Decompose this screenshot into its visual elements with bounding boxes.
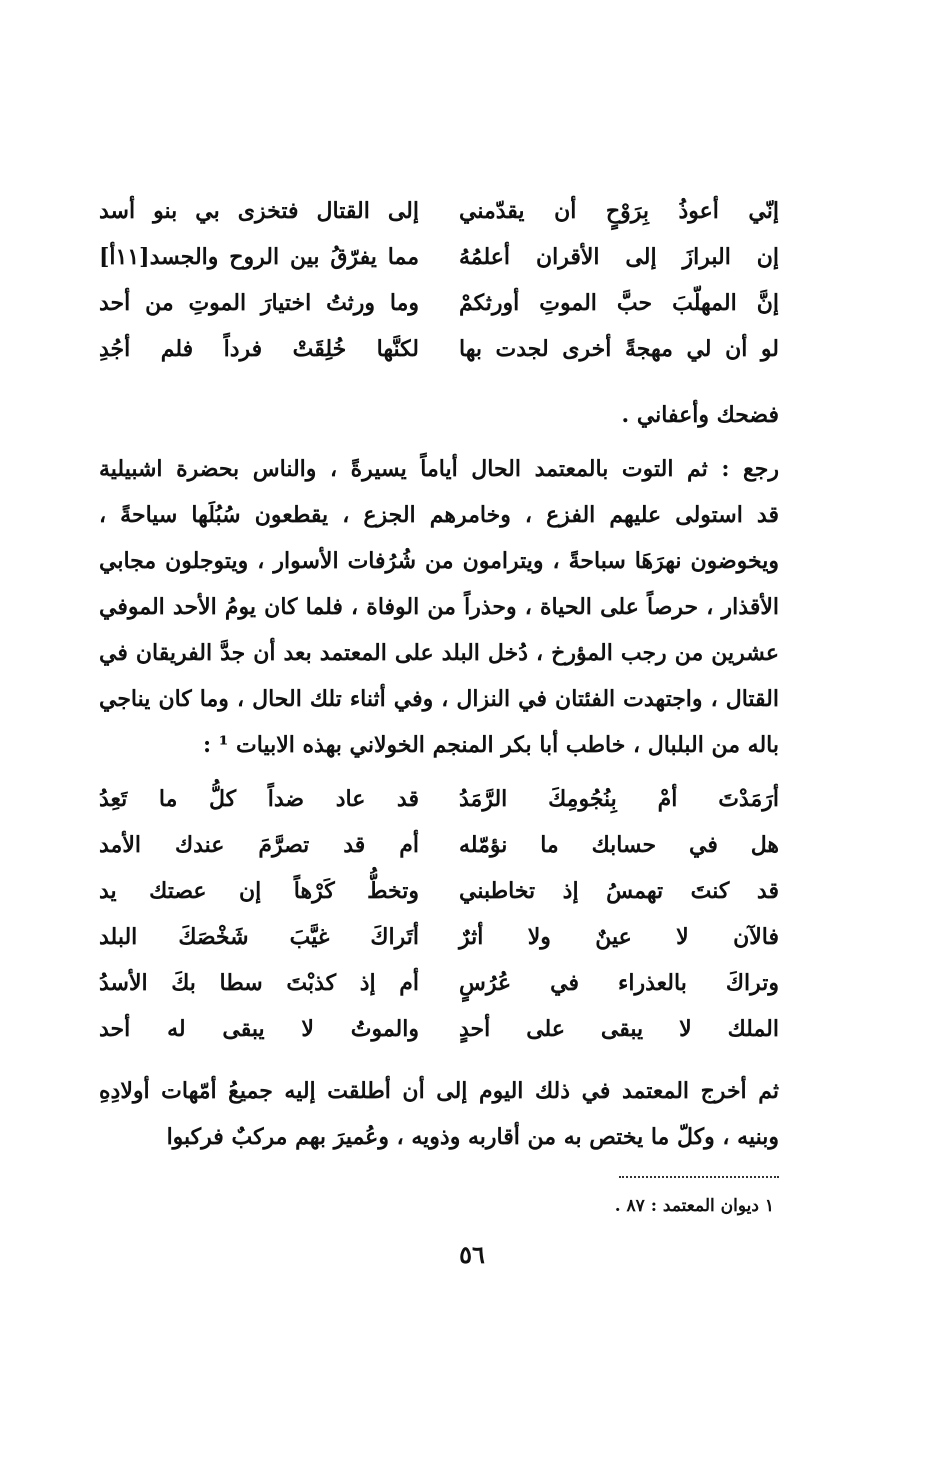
- verse-row: [99, 960, 779, 1006]
- footnote: ١ ديوان المعتمد : ٨٧ .: [614, 1196, 774, 1216]
- text-line: رجع : ثم التوت بالمعتمد الحال أياماً يسيرةً ، والناس بحضرة اشبيلية: [99, 456, 779, 482]
- first-hemistich: إنّي أعوذُ بِرَوْحٍ أن يقدّمني: [459, 198, 779, 224]
- second-hemistich: قد عاد ضداً كلُّ ما تَعِدُ: [99, 786, 419, 812]
- verse-row: [99, 326, 779, 372]
- first-hemistich: هل في حسابك ما نؤمّله: [459, 832, 779, 858]
- footnote-separator: [619, 1176, 779, 1178]
- text-line: القتال ، واجتهدت الفئتان في النزال ، وفي أثناء تلك الحال ، وما كان يناجي: [99, 686, 779, 712]
- text-line: وبنيه ، وكلّ ما يختص به من أقاربه وذويه ، وعُميرَ بهم مركبٌ فركبوا: [166, 1124, 779, 1150]
- text-line: باله من البلبال ، خاطب أبا بكر المنجم الخولاني بهذه الابيات ¹ :: [202, 732, 779, 758]
- paragraph-2: [99, 446, 779, 768]
- verse-row: [99, 1006, 779, 1052]
- second-hemistich: مما يفرّقُ بين الروح والجسد[١١أ]: [99, 244, 419, 270]
- second-hemistich: أتَراكَ غيَّبَ شَخْصَكَ البلد: [99, 924, 419, 950]
- paragraph-1: [99, 392, 779, 438]
- page-number: ٥٦: [459, 1240, 485, 1269]
- text-line: فضحك وأعفاني .: [621, 402, 779, 428]
- first-hemistich: أرَمَدْتَ أمْ بِنُجُومِكَ الرَّمَدُ: [459, 786, 779, 812]
- text-line: ويخوضون نهرَهَا سباحةً ، ويترامون من شُرُفات الأسوار ، ويتوجلون مجابي: [99, 548, 779, 574]
- text-line: قد استولى عليهم الفزع ، وخامرهم الجزع ، يقطعون سُبُلَها سياحةً ،: [99, 502, 779, 528]
- second-hemistich: وتخطُّ كَرْهاً إن عصتك يد: [99, 878, 419, 904]
- second-hemistich: لكنَّها خُلِقَتْ فرداً فلم أجُدِ: [99, 336, 419, 362]
- paragraph-3: [99, 1068, 779, 1160]
- first-hemistich: قد كنتَ تهمسُ إذ تخاطبني: [459, 878, 779, 904]
- text-line: الأقذار ، حرصاً على الحياة ، وحذراً من الوفاة ، فلما كان يومُ الأحد الموفي: [99, 594, 779, 620]
- text-line: عشرين من رجب المؤرخ ، دُخل البلد على المعتمد بعد أن جدَّ الفريقان في: [99, 640, 779, 666]
- first-hemistich: إنَّ المهلّبَ حبَّ الموتِ أورثكمْ: [459, 290, 779, 316]
- verse-row: [99, 776, 779, 822]
- verse-row: [99, 868, 779, 914]
- first-hemistich: إن البرازَ إلى الأقران أعلمُهُ: [459, 244, 779, 270]
- verse-row: [99, 188, 779, 234]
- second-hemistich: أم إذ كذبْتَ سطا بكَ الأسدُ: [99, 970, 419, 996]
- second-hemistich: إلى القتال فتخزى بي بنو أسد: [99, 198, 419, 224]
- verse-row: [99, 914, 779, 960]
- second-hemistich: أم قد تصرَّمَ عندك الأمد: [99, 832, 419, 858]
- first-hemistich: فالآن لا عينٌ ولا أثرٌ: [459, 924, 779, 950]
- text-line: ثم أخرج المعتمد في ذلك اليوم إلى أن أطلقت إليه جميعُ أمّهات أولادِهِ: [99, 1078, 779, 1104]
- first-hemistich: وتراكَ بالعذراء في عُرُسٍ: [459, 970, 779, 996]
- poem-2: [99, 776, 779, 1052]
- first-hemistich: لو أن لي مهجةً أخرى لجدت بها: [459, 336, 779, 362]
- verse-row: [99, 234, 779, 280]
- second-hemistich: وما ورثتُ اختيارَ الموتِ من أحد: [99, 290, 419, 316]
- first-hemistich: الملك لا يبقى على أحدٍ: [459, 1016, 779, 1042]
- verse-row: [99, 822, 779, 868]
- second-hemistich: والموتُ لا يبقى له أحد: [99, 1016, 419, 1042]
- verse-row: [99, 280, 779, 326]
- poem-1: [99, 188, 779, 372]
